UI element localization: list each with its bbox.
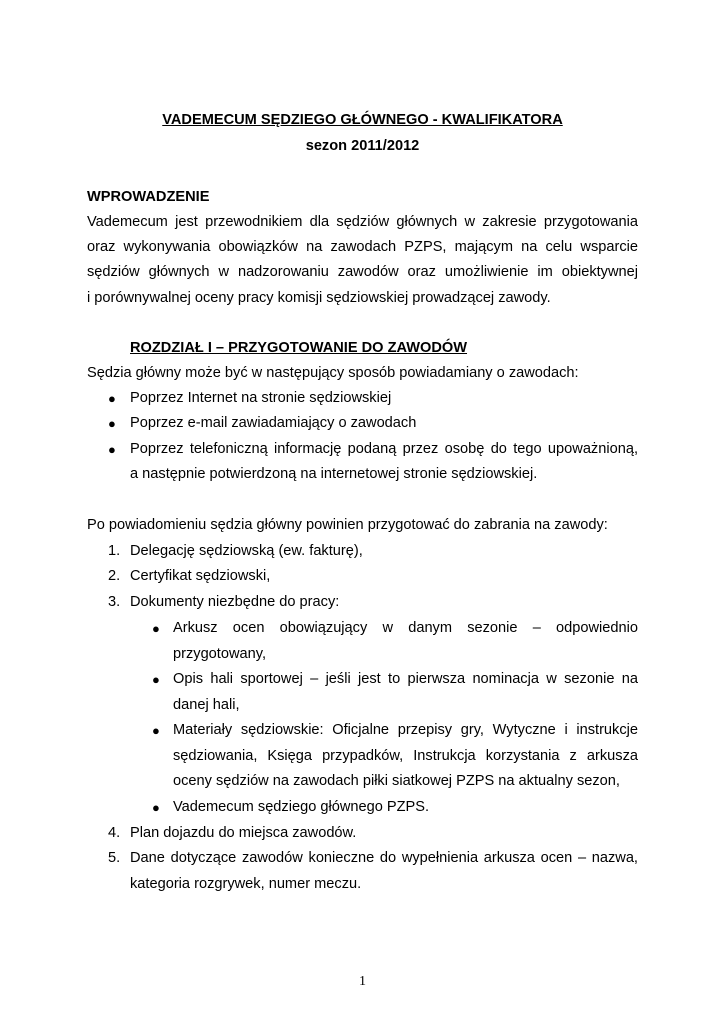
document-title: VADEMECUM SĘDZIEGO GŁÓWNEGO - KWALIFIKATORA <box>162 112 563 128</box>
preparation-item: Certyfikat sędziowski, <box>130 568 271 584</box>
bullet-icon: ● <box>152 672 160 687</box>
preparation-item: Delegację sędziowską (ew. fakturę), <box>130 543 363 559</box>
notification-item-continuation: a następnie potwierdzoną na internetowej stronie sędziowskiej. <box>130 466 538 482</box>
intro-line: sędziów głównych w nadzorowaniu zawodów oraz umożliwienie im obiektywnej <box>87 264 638 280</box>
chapter-heading: ROZDZIAŁ I – PRZYGOTOWANIE DO ZAWODÓW <box>130 340 468 356</box>
list-number: 2. <box>108 568 121 584</box>
intro-line: oraz wykonywania obowiązków na zawodach PZPS, mającym na celu wsparcie <box>87 239 638 255</box>
document-item-continuation: przygotowany, <box>173 646 267 662</box>
preparation-item: Plan dojazdu do miejsca zawodów. <box>130 825 357 841</box>
preparation-item: Dokumenty niezbędne do pracy: <box>130 594 340 610</box>
list-number: 3. <box>108 594 121 610</box>
list-number: 4. <box>108 825 121 841</box>
page-number: 1 <box>359 974 366 989</box>
document-item: Vademecum sędziego głównego PZPS. <box>173 799 430 815</box>
bullet-icon: ● <box>108 442 116 457</box>
bullet-icon: ● <box>108 416 116 431</box>
notification-intro: Sędzia główny może być w następujący sposób powiadamiany o zawodach: <box>87 365 579 381</box>
bullet-icon: ● <box>108 391 116 406</box>
season-label: sezon 2011/2012 <box>305 138 420 154</box>
document-item: Materiały sędziowskie: Oficjalne przepisy gry, Wytyczne i instrukcje <box>173 722 638 738</box>
list-number: 5. <box>108 850 121 866</box>
intro-heading: WPROWADZENIE <box>87 189 210 205</box>
document-item-continuation: danej hali, <box>173 697 240 713</box>
intro-line: Vademecum jest przewodnikiem dla sędziów głównych w zakresie przygotowania <box>87 214 638 230</box>
preparation-item-continuation: kategoria rozgrywek, numer meczu. <box>130 876 362 892</box>
notification-item: Poprzez telefoniczną informację podaną przez osobę do tego upoważnioną, <box>130 441 638 457</box>
document-item: Opis hali sportowej – jeśli jest to pierwsza nominacja w sezonie na <box>173 671 638 687</box>
notification-item: Poprzez e-mail zawiadamiający o zawodach <box>130 415 417 431</box>
list-number: 1. <box>108 543 121 559</box>
intro-line: i porównywalnej oceny pracy komisji sędziowskiej prowadzącej zawody. <box>87 290 551 306</box>
bullet-icon: ● <box>152 800 160 815</box>
bullet-icon: ● <box>152 621 160 636</box>
document-item-continuation: sędziowania, Księga przypadków, Instrukcja korzystania z arkusza <box>173 748 638 764</box>
notification-item: Poprzez Internet na stronie sędziowskiej <box>130 390 392 406</box>
bullet-icon: ● <box>152 723 160 738</box>
document-item-continuation: oceny sędziów na zawodach piłki siatkowej PZPS na aktualny sezon, <box>173 773 620 789</box>
document-item: Arkusz ocen obowiązujący w danym sezonie – odpowiednio <box>173 620 638 636</box>
preparation-item: Dane dotyczące zawodów konieczne do wypełnienia arkusza ocen – nazwa, <box>130 850 638 866</box>
preparation-intro: Po powiadomieniu sędzia główny powinien przygotować do zabrania na zawody: <box>87 517 608 533</box>
